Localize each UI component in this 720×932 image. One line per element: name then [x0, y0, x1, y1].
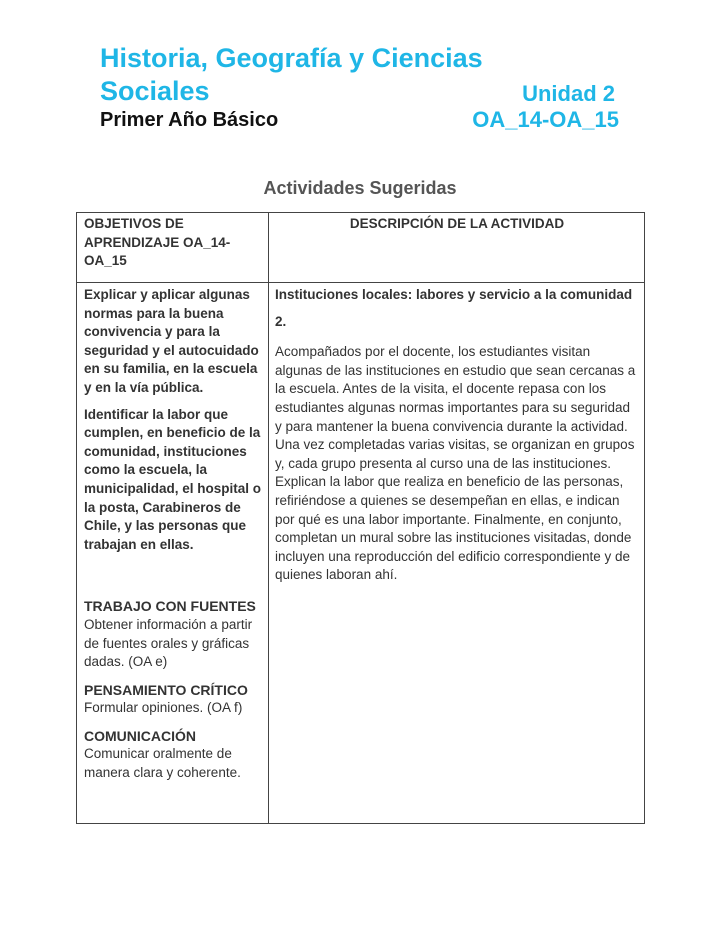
objective-1: Explicar y aplicar algunas normas para la buena convivencia y para la seguridad y el autocuidado en su familia, en la escuela y en la vía pública. — [84, 287, 259, 395]
oa-range-label: OA_14-OA_15 — [472, 107, 619, 132]
skills-block — [84, 597, 262, 782]
objective-2: Identificar la labor que cumplen, en beneficio de la comunidad, instituciones como la escuela, la municipalidad, el hospital o la posta, Carabineros de Chile, y las personas que trabajan en ellas. — [84, 406, 262, 552]
skill-title: PENSAMIENTO CRÍTICO — [84, 681, 248, 698]
skill-title: COMUNICACIÓN — [84, 727, 196, 744]
skill-comunicacion — [84, 727, 262, 783]
activity-description: Acompañados por el docente, los estudiantes visitan algunas de las instituciones en estudio que sean cercanas a la escuela. Antes de la visita, el docente repasa con los estudiantes algunas normas importantes para su seguridad y para mantener la buena convivencia durante la actividad. Una vez completadas varias visitas, se organizan en grupos y, cada grupo presenta al curso una de las instituciones. Explican la labor que realiza en beneficio de las personas, refiriéndose a quienes se desempeñan en ellas, e indican por qué es una labor importante. Finalmente, en conjunto, completan un mural sobre las instituciones visitadas, donde incluyen una reproducción del edificio correspondiente y de quienes laboran ahí. — [275, 344, 636, 583]
activity-number: 2. — [275, 313, 287, 329]
subject-title-line-1: Historia, Geografía y Ciencias — [100, 43, 483, 73]
objectives-cell — [77, 283, 269, 824]
table-header-row — [77, 213, 645, 283]
description-header: DESCRIPCIÓN DE LA ACTIVIDAD — [269, 213, 645, 283]
skill-text: Obtener información a partir de fuentes orales y gráficas dadas. (OA e) — [84, 616, 253, 670]
skill-title: TRABAJO CON FUENTES — [84, 598, 256, 615]
unit-label: Unidad 2 — [522, 81, 615, 106]
table-row — [77, 283, 645, 824]
activity-cell — [269, 283, 645, 824]
activity-title: Instituciones locales: labores y servicio a la comunidad — [275, 287, 633, 302]
skill-text: Comunicar oralmente de manera clara y coherente. — [84, 746, 241, 781]
grade-label: Primer Año Básico — [100, 109, 279, 131]
objectives-header: OBJETIVOS DE APRENDIZAJE OA_14-OA_15 — [77, 213, 269, 283]
activities-table — [76, 212, 645, 824]
section-title: Actividades Sugeridas — [263, 178, 457, 198]
skill-pensamiento-critico — [84, 681, 262, 718]
subject-title-line-2: Sociales — [100, 76, 210, 106]
skill-trabajo-fuentes — [84, 597, 262, 671]
skill-text: Formular opiniones. (OA f) — [84, 700, 243, 716]
